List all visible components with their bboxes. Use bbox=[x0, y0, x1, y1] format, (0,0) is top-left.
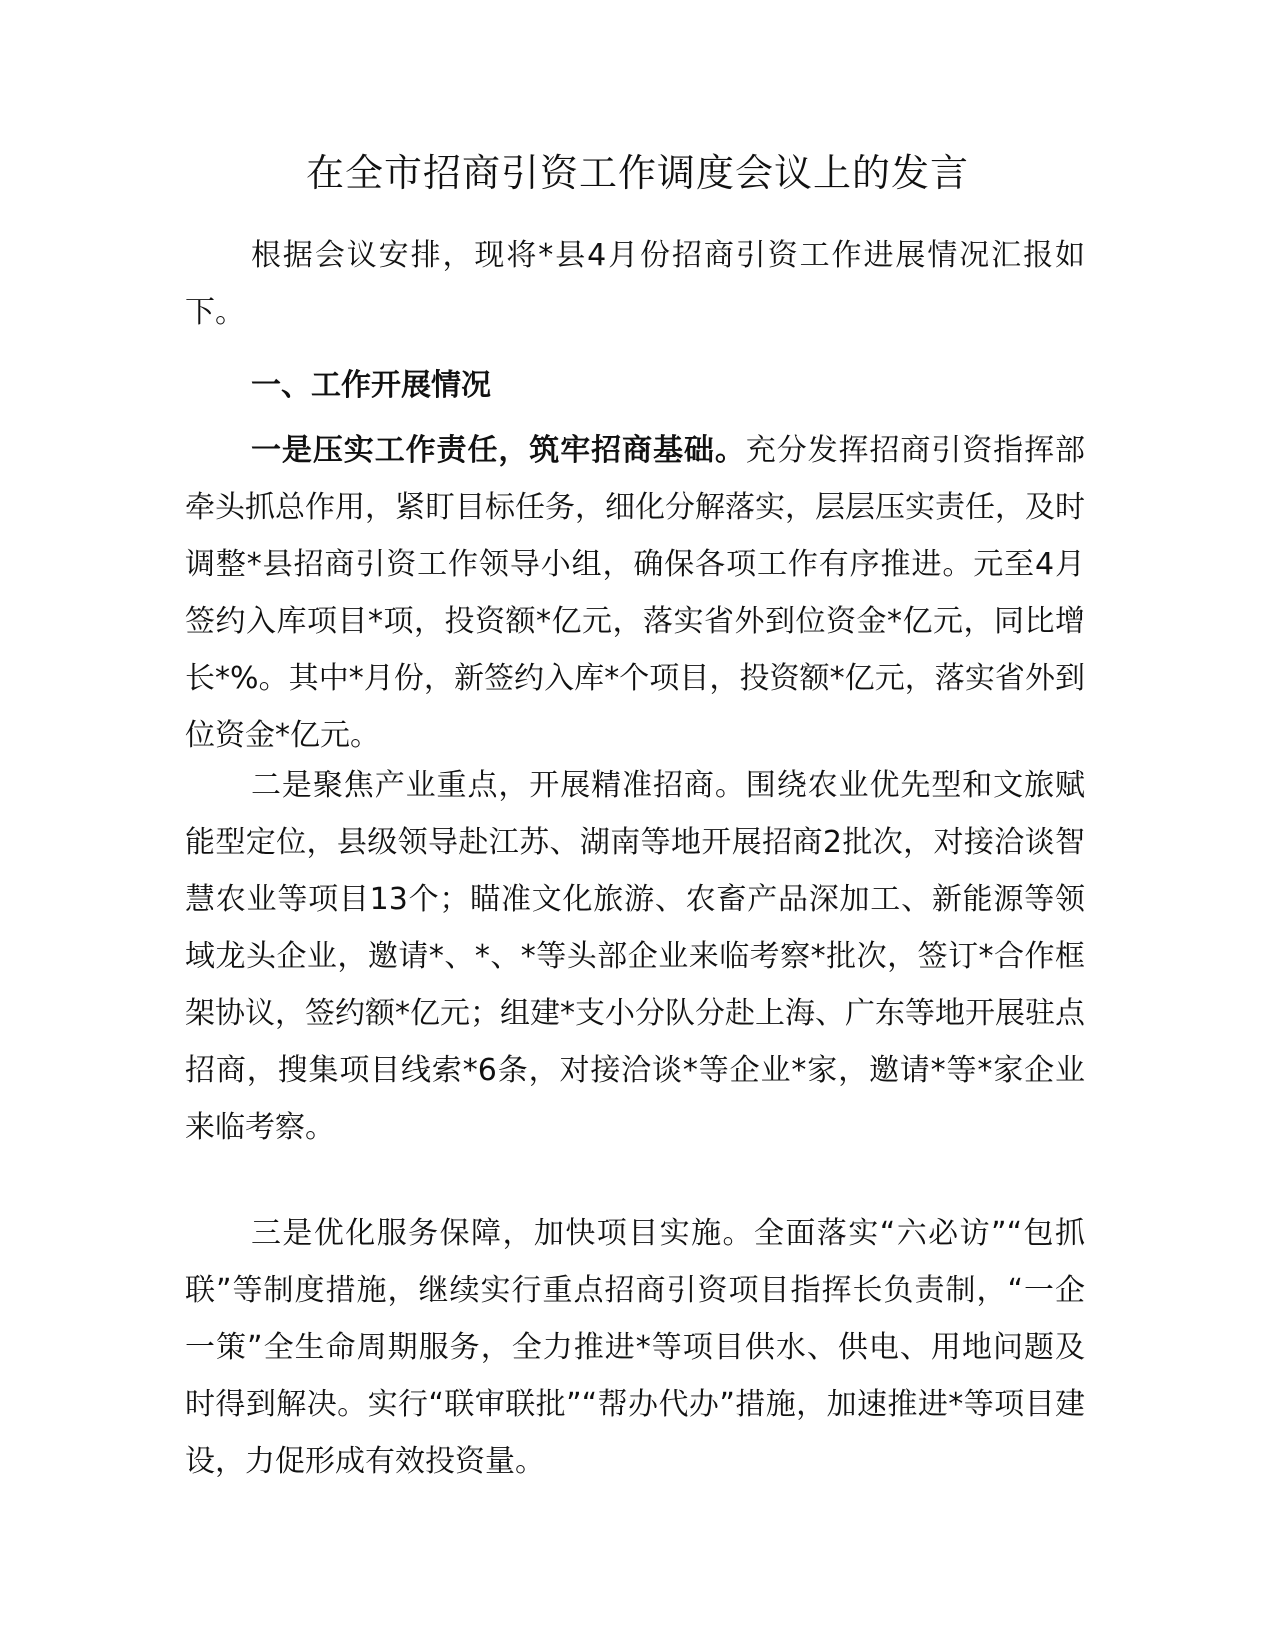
paragraph-precision-investment bbox=[185, 757, 1085, 1156]
intro-paragraph: 根据会议安排，现将*县4月份招商引资工作进展情况汇报如下。 bbox=[185, 238, 1085, 330]
paragraph-service-support bbox=[185, 1205, 1085, 1490]
paragraph-body: 充分发挥招商引资指挥部牵头抓总作用，紧盯目标任务，细化分解落实，层层压实责任，及时调整*县招商引资工作领导小组，确保各项工作有序推进。元至4月签约入库项目*项，投资额*亿元，落实省外到位资金*亿元，同比增长*%。其中*月份，新签约入库*个项目，投资额*亿元，落实省外到位资金*亿元。 bbox=[185, 433, 1086, 753]
document-title: 在全市招商引资工作调度会议上的发言 bbox=[305, 151, 969, 195]
section-heading: 一、工作开展情况 bbox=[251, 368, 491, 403]
paragraph-lead: 二是聚焦产业重点，开展精准招商。 bbox=[251, 768, 746, 803]
paragraph-lead: 三是优化服务保障，加快项目实施。 bbox=[251, 1216, 754, 1251]
paragraph-body: 全面落实“六必访”“包抓联”等制度措施，继续实行重点招商引资项目指挥长负责制，“一企一策”全生命周期服务，全力推进*等项目供水、供电、用地问题及时得到解决。实行“联审联批”“帮办代办”措施，加速推进*等项目建设，力促形成有效投资量。 bbox=[185, 1216, 1085, 1479]
paragraph-responsibility bbox=[185, 422, 1085, 764]
paragraph-body: 围绕农业优先型和文旅赋能型定位，县级领导赴江苏、湖南等地开展招商2批次，对接洽谈智慧农业等项目13个；瞄准文化旅游、农畜产品深加工、新能源等领域龙头企业，邀请*、*、*等头部企业来临考察*批次，签订*合作框架协议，签约额*亿元；组建*支小分队分赴上海、广东等地开展驻点招商，搜集项目线索*6条，对接洽谈*等企业*家，邀请*等*家企业来临考察。 bbox=[185, 768, 1086, 1145]
paragraph-lead: 一是压实工作责任，筑牢招商基础。 bbox=[251, 433, 746, 468]
